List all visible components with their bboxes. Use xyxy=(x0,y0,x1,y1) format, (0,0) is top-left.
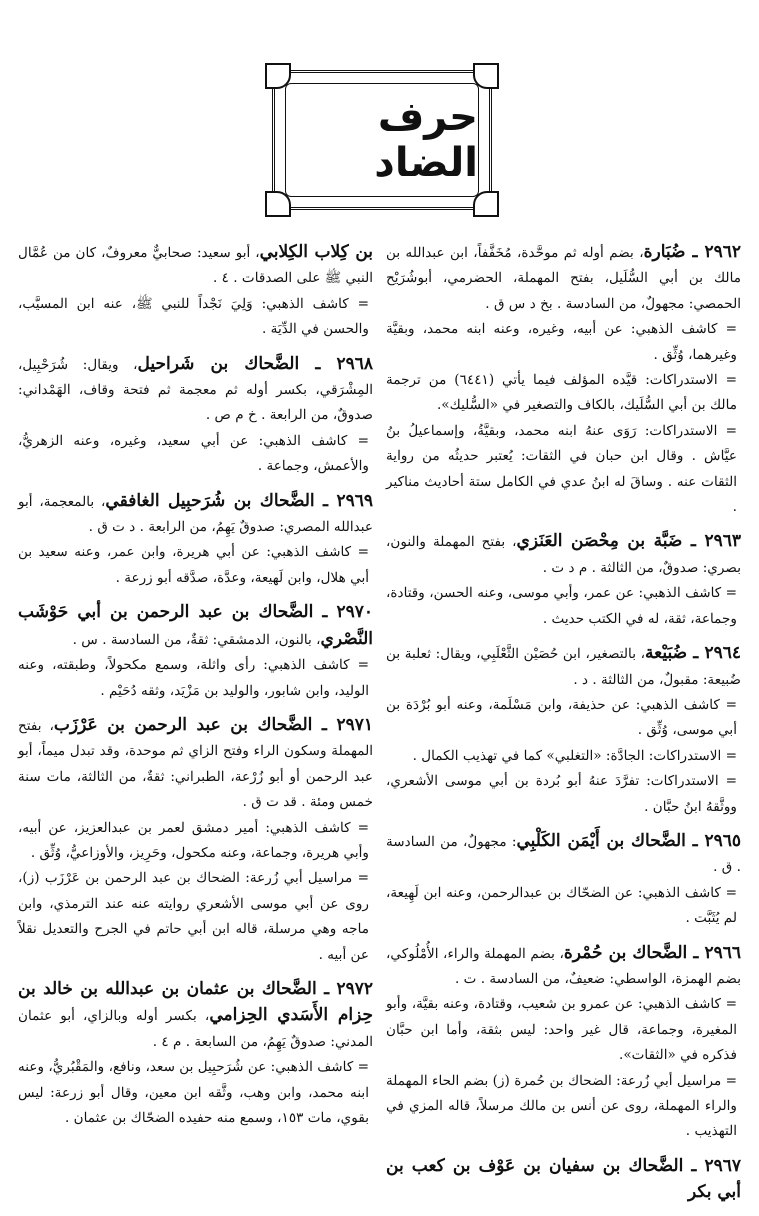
entry-heading: ٢٩٦٨ ـ الضَّحاك بن شَراحيل xyxy=(137,353,373,374)
entry-2965 xyxy=(386,829,741,932)
entry-note: = كاشف الذهبي: أمير دمشق لعمر بن عبدالعزيز، عن أبيه، وأبي هريرة، وجماعة، وعنه مكحول، وحَرِيز، والأوزاعيُّ، وُثِّق . xyxy=(18,819,369,861)
entry-body: ، بضم أوله ثم موحَّدة، مُخَفَّفاً، ابن عبدالله بن مالك بن أبي السُّلَيل، بفتح المهملة، الحضرمي، أبوشُرَيْح الحمصي: مجهولٌ، من السادسة . بخ د س ق . xyxy=(386,245,741,312)
entry-note: = كاشف الذهبي: عن حذيفة، وابن مَسْلَمة، وعنه أبو بُرْدَة بن أبي موسى، وُثِّق . xyxy=(386,696,737,739)
entry-2967 xyxy=(386,1154,741,1207)
entry-note: = كاشف الذهبي: عن أبي هريرة، وابن عمر، وعنه سعيد بن أبي هلال، وابن لَهيعة، وعدَّة، صدَّقه أبو زرعة . xyxy=(18,544,369,586)
entry-2971 xyxy=(18,713,373,968)
entry-2964 xyxy=(386,641,741,820)
entry-body: ، بفتح المهملة وسكون الراء وفتح الزاي ثم موحدة، وقد تبدل ميماً، أبو عبد الرحمن أو أبو زُرْعة، الطبراني: ثقةٌ، من الثالثة، مات سنة خمس ومئة . قد ت ق . xyxy=(18,717,373,811)
entry-heading: ٢٩٧٠ ـ الضَّحاك بن عبد الرحمن بن أبي حَوْشَب النَّصْري xyxy=(18,602,373,649)
entry-2970 xyxy=(18,600,373,704)
chapter-title: حرف الضاد xyxy=(374,94,478,186)
entry-note: = كاشف الذهبي: عن أبي سعيد، وغيره، وعنه الزهريُّ، والأعمش، وجماعة . xyxy=(18,432,369,475)
entry-note: = كاشف الذهبي: وَلِيَ نَجْداً للنبي ﷺ، عنه ابن المسيَّب، والحسن في الدِّيَة . xyxy=(18,295,369,338)
entry-heading: ٢٩٦٤ ـ ضُبَيْعة xyxy=(645,643,741,664)
left-column xyxy=(18,240,373,1140)
entry-body: ، بالمعجمة، أبو عبدالله المصري: صدوقٌ يَهِمُ، من الرابعة . د ت ق . xyxy=(18,493,373,536)
entry-note: = كاشف الذهبي: عن عمر، وأبي موسى، وعنه الحسن، وقتادة، وجماعة، ثقة، له في الكتب حديث . xyxy=(386,585,737,627)
entry-note: = كاشف الذهبي: رأى واثلة، وسمع مكحولاً، وطبقته، وعنه الوليد، وابن شابور، والوليد بن مَزْيَد، وثقه دُحَيْم . xyxy=(18,657,369,699)
entry-note: = كاشف الذهبي: عن الضحّاك بن عبدالرحمن، وعنه ابن لَهِيعة، لم يُثَبَّت . xyxy=(386,884,737,927)
entry-heading: ٢٩٧٢ ـ الضَّحاك بن عثمان بن عبدالله بن خالد بن حِزام الأَسَدي الحِزامي xyxy=(18,978,373,1026)
entry-note: = الاستدراكات: تفرَّدَ عنهُ أبو بُردة بن أبي موسى الأشعري، ووثَّقهُ ابنُ حبَّان . xyxy=(386,773,737,815)
entry-heading-continued: بن كِلاب الكِلابي xyxy=(259,242,374,262)
entry-body: ، بضم المهملة والراء، الأُمْلُوكي، بضم الهمزة، الواسطي: ضعيفٌ، من السادسة . ت . xyxy=(386,945,741,987)
entry-2968 xyxy=(18,352,373,480)
right-column xyxy=(386,240,741,1216)
entry-note: = كاشف الذهبي: عن شُرَحبِيل بن سعد، ونافع، والمَقْبُريُّ، وعنه ابنه محمد، وابن وهب، وثَّقه ابن معين، وقال أبو زرعة: ليس بقوي، مات ١٥٣، وسمع منه حفيده الضحّاك بن عثمان . xyxy=(18,1059,369,1126)
entry-body: : مجهولٌ، من السادسة . ق . xyxy=(386,833,741,876)
entry-heading: ٢٩٦٩ ـ الضَّحاك بن شُرَحبِيل الغافقي xyxy=(105,490,373,511)
entry-body: ، بكسر أوله وبالزاي، أبو عثمان المدني: صدوقٌ يَهِمُ، من السابعة . م ٤ . xyxy=(18,1008,373,1050)
entry-body: ، بالنون، الدمشقي: ثقةٌ، من السادسة . س . xyxy=(72,631,321,648)
entry-2967-continued xyxy=(18,240,373,343)
entry-2969 xyxy=(18,489,373,592)
entry-2966 xyxy=(386,941,741,1145)
entry-note: = مراسيل أبي زُرعة: الضحاك بن حُمرة (ز) بضم الحاء المهملة والراء المهملة، روى عن أنس بن مالك مرسلاً، قاله المزي في التهذيب . xyxy=(386,1072,737,1140)
entry-heading: ٢٩٦٧ ـ الضَّحاك بن سفيان بن عَوْف بن كعب بن أبي بكر xyxy=(386,1155,741,1203)
entry-heading: ٢٩٦٢ ـ ضُبَارة xyxy=(643,242,741,262)
entry-note: = كاشف الذهبي: عن أبيه، وغيره، وعنه ابنه محمد، وبقيَّة وغيرهما، وُثِّق . xyxy=(386,321,737,363)
entry-heading: ٢٩٦٣ ـ ضَبَّة بن مِحْصَن العَنَزي xyxy=(516,531,741,552)
entry-heading: ٢٩٦٦ ـ الضَّحاك بن حُمْرة xyxy=(563,942,741,963)
chapter-title-frame xyxy=(272,70,492,210)
entry-body: ، أبو سعيد: صحابيٌّ معروفٌ، كان من عُمَّال النبي ﷺ على الصدقات . ٤ . xyxy=(18,245,373,287)
entry-2963 xyxy=(386,529,741,632)
entry-note: = الاستدراكات: قيَّده المؤلف فيما يأتي (٦٤٤١) من ترجمة مالك بن أبي السُّلَيك، بالكاف والتصغير في «السُّليك». xyxy=(386,372,737,414)
entry-body: ، بفتح المهملة والنون، بصري: صدوقٌ، من الثالثة . م د ت . xyxy=(386,534,741,576)
entry-2972 xyxy=(18,977,373,1131)
entry-note: = الاستدراكات: رَوَى عنهُ ابنه محمد، وبقيَّةُ، وإسماعيلُ بنُ عيَّاش . وقال ابن حبان في الثقات: يُعتبر حديثُه من رواية الثقات عنه . وساقَ له ابنُ عدي في الكامل ستة أحاديث مناكير . xyxy=(386,422,737,516)
entry-heading: ٢٩٧١ ـ الضَّحاك بن عبد الرحمن بن عَرْزَب xyxy=(53,714,373,735)
chapter-title-inner-border xyxy=(285,83,479,197)
entry-note: = كاشف الذهبي: عن عمرو بن شعيب، وقتادة، وعنه بقيَّة، وأبو المغيرة، وجماعة، قال غير واحد: ليس بثقة، وأما ابن حبَّان فذكره في «الثقات». xyxy=(386,996,737,1064)
entry-body: ، ويقال: شُرَحْبِيل، المِشْرَقي، بكسر أوله ثم معجمة ثم فتحة وقاف، الهَمْداني: صدوقٌ، من الرابعة . خ م ص . xyxy=(18,356,373,424)
entry-note: = الاستدراكات: الجادَّة: «التغلبي» كما في تهذيب الكمال . xyxy=(412,747,737,764)
entry-2962 xyxy=(386,240,741,520)
entry-note: = مراسيل أبي زُرعة: الضحاك بن عبد الرحمن بن عَرْزَب (ز)، روى عن أبي موسى الأشعري روايته عنه عند الترمذي، وابن ماجه وهي مرسلة، قاله ابن أبي حاتم في الجرح والتعديل نقلاً عن أبيه . xyxy=(18,870,369,963)
entry-body: ، بالتصغير، ابن حُصَيْن الثَّعْلَبِي، ويقال: ثعلبة بن ضُبيعة: مقبولٌ، من الثالثة . د . xyxy=(386,646,741,688)
entry-heading: ٢٩٦٥ ـ الضَّحاك بن أَيْمَن الكَلْبِي xyxy=(516,830,742,851)
